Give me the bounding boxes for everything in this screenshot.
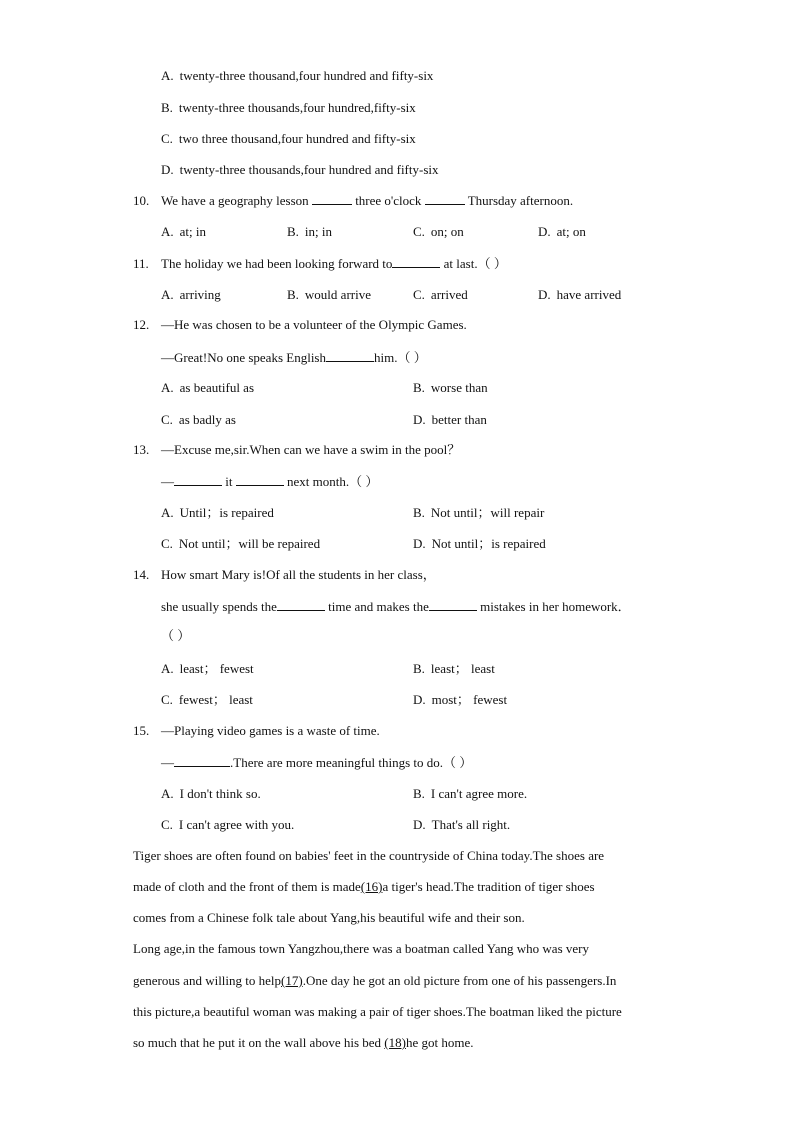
answer-blank[interactable] (174, 754, 230, 767)
option-text: two three thousand,four hundred and fifty-six (178, 131, 416, 146)
passage-text: so much that he put it on the wall above his bed (133, 1035, 382, 1050)
q13-reply (161, 473, 378, 490)
question-text: time and makes the (328, 599, 429, 614)
passage-line (133, 879, 595, 895)
q9-option-d (161, 162, 439, 178)
option-letter: B. (413, 380, 425, 395)
option-text: at; in (179, 224, 206, 239)
option-letter: A. (161, 661, 174, 676)
option-letter: C. (161, 412, 173, 427)
question-text: him.（ ） (374, 350, 427, 365)
passage-line (133, 1035, 473, 1051)
option-letter: C. (413, 224, 425, 239)
option-letter: A. (161, 224, 174, 239)
option-letter: A. (161, 287, 174, 302)
passage-text: he got home. (405, 1035, 474, 1050)
option-text: least； fewest (179, 661, 254, 676)
question-number: 12. (133, 317, 150, 332)
question-text: she usually spends the (161, 599, 277, 614)
passage-line: comes from a Chinese folk tale about Yang,his beautiful wife and their son. (133, 910, 525, 925)
question-text: —Great!No one speaks English (161, 350, 326, 365)
q10-option-b (287, 224, 332, 240)
question-14 (133, 567, 436, 583)
option-letter: B. (287, 224, 299, 239)
question-text: The holiday we had been looking forward to (161, 256, 393, 271)
passage-line: Long age,in the famous town Yangzhou,there was a boatman called Yang who was very (133, 941, 589, 956)
q14-answer-bracket: （ ） (161, 628, 191, 643)
q9-option-c (161, 131, 416, 147)
answer-blank[interactable] (277, 598, 325, 611)
question-text: We have a geography lesson (161, 193, 309, 208)
option-letter: A. (161, 68, 174, 83)
option-text: I don't think so. (179, 786, 261, 801)
question-number: 14. (133, 567, 150, 582)
option-text: That's all right. (431, 817, 511, 832)
option-letter: C. (413, 287, 425, 302)
question-text: at last.（ ） (443, 256, 507, 271)
q10-option-a (161, 224, 206, 240)
q13-option-b (413, 505, 544, 521)
answer-blank[interactable] (429, 598, 477, 611)
option-text: Not until；is repaired (431, 536, 546, 551)
question-text: —Excuse me,sir.When can we have a swim in the pool？ (161, 442, 461, 457)
question-11 (133, 255, 507, 272)
question-text: —Playing video games is a waste of time. (161, 723, 380, 738)
question-number: 11. (133, 256, 149, 271)
question-text: mistakes in her homework． (480, 599, 631, 614)
option-letter: B. (287, 287, 299, 302)
answer-blank[interactable] (425, 192, 465, 205)
option-letter: A. (161, 786, 174, 801)
question-text: Thursday afternoon. (467, 193, 574, 208)
option-letter: D. (413, 412, 426, 427)
q14-option-a (161, 661, 254, 677)
option-text: on; on (430, 224, 464, 239)
question-text: next month.（ ） (286, 474, 379, 489)
q15-option-c (161, 817, 294, 833)
question-15 (133, 723, 380, 739)
option-text: Until；is repaired (179, 505, 274, 520)
passage-text: .One day he got an old picture from one of his passengers.In (302, 973, 617, 988)
option-text: twenty-three thousands,four hundred,fifty-six (178, 100, 416, 115)
option-letter: C. (161, 692, 173, 707)
option-letter: B. (413, 661, 425, 676)
answer-blank[interactable] (174, 473, 222, 486)
option-text: Not until；will be repaired (178, 536, 321, 551)
passage-text: made of cloth and the front of them is made (133, 879, 361, 894)
q15-option-a (161, 786, 261, 802)
q13-option-d (413, 536, 546, 552)
q15-reply (161, 754, 472, 771)
option-letter: D. (538, 287, 551, 302)
q12-reply (161, 349, 427, 366)
q12-option-a (161, 380, 254, 396)
question-12 (133, 317, 467, 333)
question-text: How smart Mary is!Of all the students in her class， (161, 567, 436, 582)
option-text: least； least (430, 661, 495, 676)
q11-option-d (538, 287, 621, 303)
option-text: have arrived (556, 287, 622, 302)
passage-text: generous and willing to help (133, 973, 282, 988)
passage-text: a tiger's head.The tradition of tiger shoes (382, 879, 595, 894)
q11-option-b (287, 287, 371, 303)
answer-blank[interactable] (326, 349, 374, 362)
q10-option-d (538, 224, 586, 240)
option-letter: B. (413, 786, 425, 801)
passage-line: this picture,a beautiful woman was making a pair of tiger shoes.The boatman liked the picture (133, 1004, 622, 1019)
question-text: — (161, 474, 174, 489)
option-text: as badly as (178, 412, 236, 427)
passage-blank-16[interactable]: (16) (360, 879, 383, 894)
q15-option-d (413, 817, 510, 833)
option-letter: A. (161, 380, 174, 395)
option-text: better than (431, 412, 487, 427)
option-letter: D. (538, 224, 551, 239)
option-text: as beautiful as (179, 380, 255, 395)
option-text: would arrive (304, 287, 371, 302)
q13-option-c (161, 536, 320, 552)
q9-option-a (161, 68, 433, 84)
option-letter: D. (413, 536, 426, 551)
q12-option-b (413, 380, 488, 396)
option-letter: D. (413, 692, 426, 707)
option-text: in; in (304, 224, 333, 239)
option-letter: C. (161, 536, 173, 551)
question-text: it (225, 474, 233, 489)
q12-option-d (413, 412, 487, 428)
option-text: I can't agree more. (430, 786, 528, 801)
passage-blank-18[interactable]: (18) (384, 1035, 406, 1050)
question-text: .There are more meaningful things to do.（ ） (230, 755, 473, 770)
q11-option-a (161, 287, 221, 303)
option-text: most； fewest (431, 692, 508, 707)
option-text: fewest； least (178, 692, 253, 707)
option-letter: D. (413, 817, 426, 832)
answer-blank[interactable] (312, 192, 352, 205)
q9-option-b (161, 100, 416, 116)
passage-line (133, 973, 616, 989)
question-number: 13. (133, 442, 150, 457)
passage-line: Tiger shoes are often found on babies' feet in the countryside of China today.The shoes are (133, 848, 605, 863)
question-number: 10. (133, 193, 150, 208)
question-text: — (161, 755, 174, 770)
q11-option-c (413, 287, 468, 303)
q15-option-b (413, 786, 527, 802)
question-10 (133, 192, 573, 209)
option-letter: B. (413, 505, 425, 520)
option-text: arriving (179, 287, 221, 302)
q12-option-c (161, 412, 236, 428)
q13-option-a (161, 505, 274, 521)
question-text: —He was chosen to be a volunteer of the Olympic Games. (161, 317, 467, 332)
q14-option-d (413, 692, 507, 708)
option-letter: D. (161, 162, 174, 177)
option-text: arrived (430, 287, 468, 302)
question-text: three o'clock (355, 193, 422, 208)
option-text: twenty-three thousand,four hundred and fifty-six (179, 68, 434, 83)
option-letter: C. (161, 817, 173, 832)
question-13 (133, 442, 460, 458)
answer-blank[interactable] (236, 473, 284, 486)
option-letter: C. (161, 131, 173, 146)
option-letter: B. (161, 100, 173, 115)
answer-blank[interactable] (392, 255, 440, 268)
option-text: twenty-three thousands,four hundred and fifty-six (179, 162, 439, 177)
q14-option-b (413, 661, 495, 677)
option-letter: A. (161, 505, 174, 520)
option-text: Not until；will repair (430, 505, 545, 520)
question-number: 15. (133, 723, 150, 738)
option-text: I can't agree with you. (178, 817, 295, 832)
q14-line-2 (161, 598, 631, 615)
option-text: at; on (556, 224, 586, 239)
q14-option-c (161, 692, 253, 708)
option-text: worse than (430, 380, 488, 395)
q10-option-c (413, 224, 464, 240)
passage-blank-17[interactable]: (17) (281, 973, 303, 988)
